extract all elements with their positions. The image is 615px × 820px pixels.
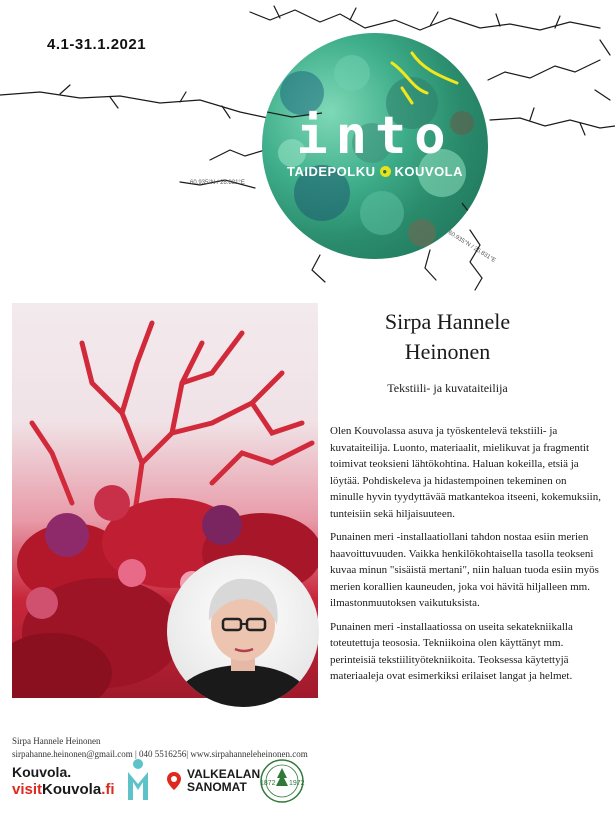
visit-kouvola-wordmark: visitKouvola.fi bbox=[12, 781, 115, 798]
statement-paragraph: Punainen meri -installaatiollani tahdon nostaa esiin merien haavoittuvuuden. Vaikka henkilökohtaisella tasolla teokseni kuvaa minun "sisäistä mertani", niin haluan tuoda esiin myös merien korallien kauneuden, joka voi hävitä hiljalleen mm. ilmastonmuutoksen vaikutuksista. bbox=[330, 531, 599, 609]
brand-sub-left: TAIDEPOLKU bbox=[286, 164, 376, 179]
valkealan-sanomat-logo bbox=[166, 768, 260, 794]
seal-year-right: 1972 bbox=[289, 780, 305, 787]
event-dates: 4.1-31.1.2021 bbox=[47, 36, 147, 53]
contact-details[interactable]: sirpahanne.heinonen@gmail.com | 040 5516256| www.sirpahanneleheinonen.com bbox=[12, 749, 308, 759]
artist-statement bbox=[330, 423, 602, 692]
artist-name-line1: Sirpa Hannele bbox=[384, 309, 511, 334]
brand-sub-right: KOUVOLA bbox=[394, 164, 464, 179]
coordinate-label: 60.935°N / 26.831°E bbox=[446, 230, 497, 265]
coordinate-label: 60.935°N / 26.831°E bbox=[190, 180, 245, 186]
valkeala-line1: VALKEALAN bbox=[187, 767, 261, 781]
visit-kouvola-logo bbox=[12, 764, 115, 798]
anniversary-seal-icon bbox=[257, 758, 307, 804]
artist-name bbox=[340, 307, 555, 367]
valkeala-line2: SANOMAT bbox=[187, 780, 247, 794]
m-figure-logo-icon bbox=[125, 758, 151, 802]
map-pin-icon bbox=[166, 771, 182, 791]
portrait-image bbox=[167, 555, 319, 707]
statement-paragraph: Punainen meri -installaatiossa on useita sekatekniikalla toteutettuja teososia. Tekniikoina olen käyttänyt mm. perinteisiä tekstiilityötekniikoita. Teoksessa käytettyjä materiaaleja ovat esimerkiksi erilaiset langat ja helmet. bbox=[330, 620, 573, 682]
brand-subtitle bbox=[268, 164, 482, 179]
artist-portrait bbox=[167, 555, 319, 707]
brand-wordmark: into bbox=[296, 106, 454, 166]
sponsor-logos bbox=[12, 758, 332, 808]
artist-name-line2: Heinonen bbox=[404, 339, 491, 364]
into-brand-logo bbox=[268, 106, 482, 179]
seal-year-left: 1872 bbox=[260, 780, 276, 787]
brand-dot-icon: ● bbox=[380, 166, 391, 177]
kouvola-wordmark: Kouvola. bbox=[12, 764, 72, 780]
contact-name: Sirpa Hannele Heinonen bbox=[12, 736, 101, 746]
artist-role: Tekstiili- ja kuvataiteilija bbox=[387, 381, 508, 395]
statement-paragraph: Olen Kouvolassa asuva ja työskentelevä tekstiili- ja kuvataiteilija. Luonto, materiaalit, mielikuvat ja fragmentit toimivat teoksieni lähtökohtina. Haluan kokeilla, etsiä ja löytää. Pohdiskeleva ja hidastempoinen tekeminen on minulle hyvin tyydyttävää matkantekoa itseeni, kokemuksiin, tunteisiin sekä hiljaisuuteen. bbox=[330, 425, 601, 520]
